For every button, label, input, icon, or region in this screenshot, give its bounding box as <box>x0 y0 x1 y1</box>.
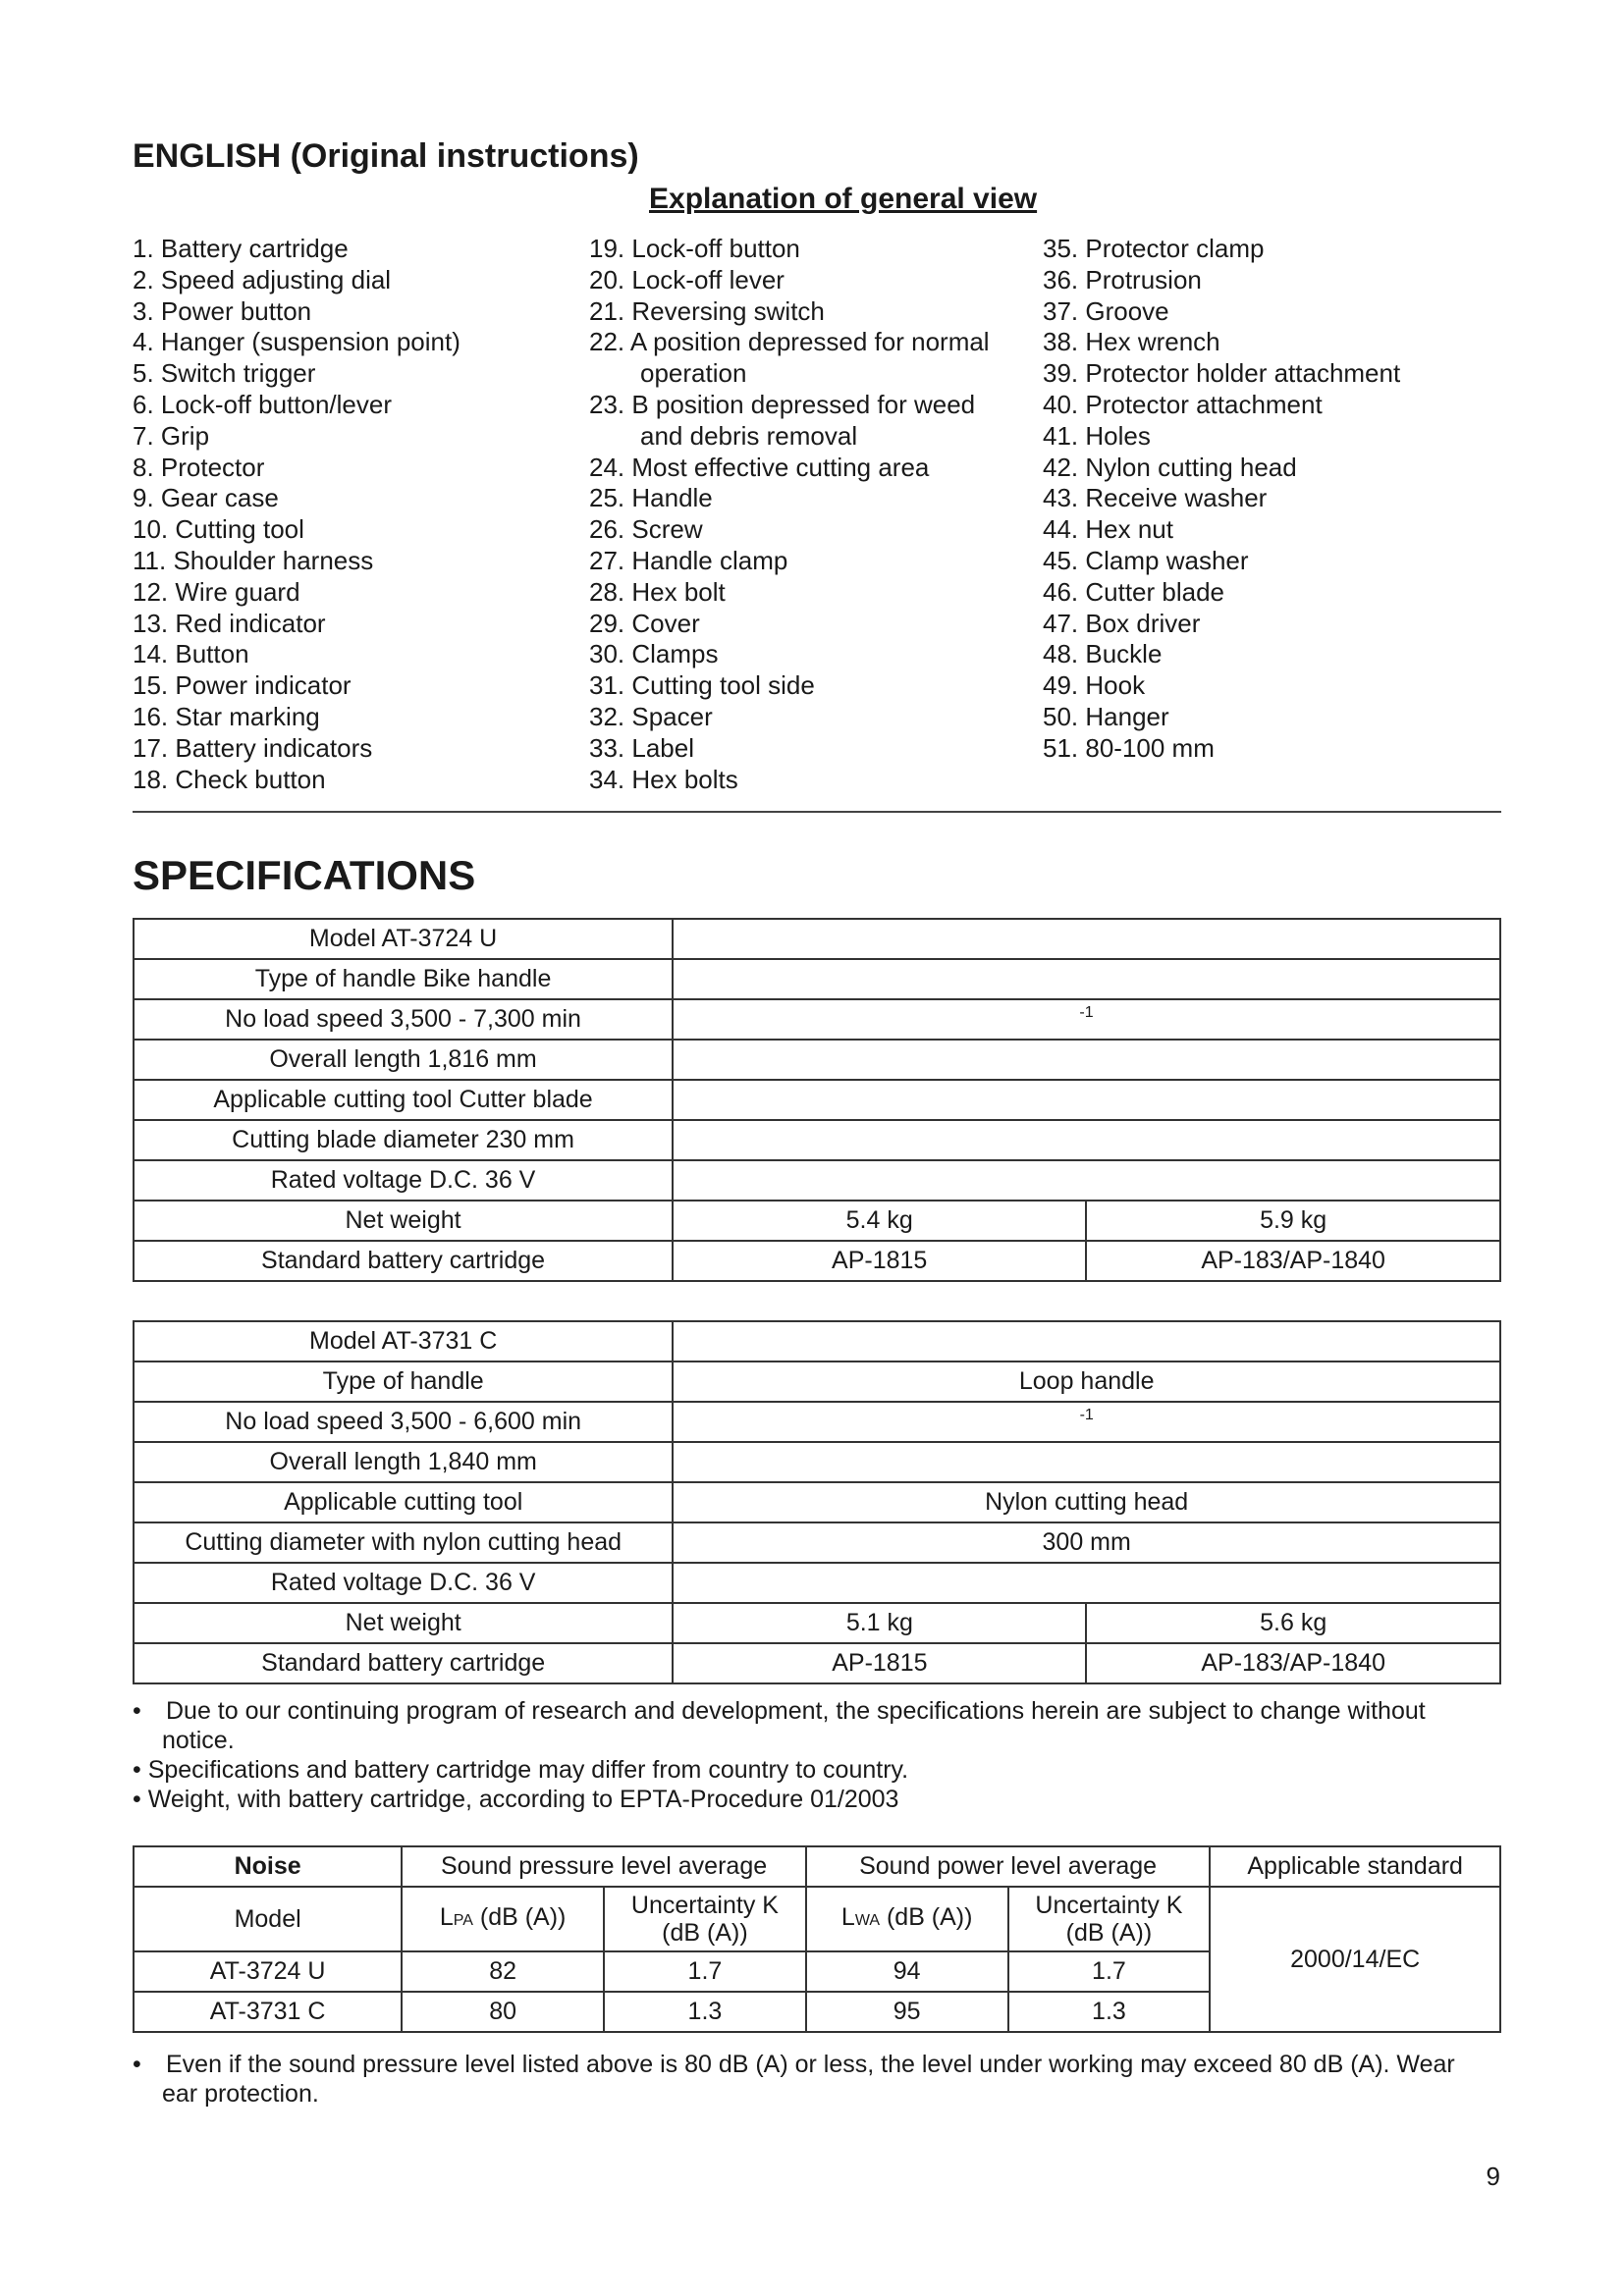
list-item: 34. Hex bolts <box>589 764 738 794</box>
list-item: 28. Hex bolt <box>589 576 726 607</box>
list-item: 9. Gear case <box>133 483 279 513</box>
noise-model: AT-3731 C <box>134 1992 402 2032</box>
uncertainty-unit: (dB (A)) <box>1065 1919 1153 1947</box>
section-heading: ENGLISH (Original instructions) <box>133 137 639 175</box>
list-item-continuation: operation <box>640 358 747 389</box>
list-item: 16. Star marking <box>133 701 320 731</box>
spec-battery-label: Standard battery cartridge <box>134 1241 673 1281</box>
spec-battery-b: AP-183/AP-1840 <box>1086 1241 1500 1281</box>
list-item: 47. Box driver <box>1043 608 1201 638</box>
spec-battery-b: AP-183/AP-1840 <box>1086 1643 1500 1683</box>
lwa-unit: (dB (A)) <box>880 1903 973 1931</box>
uncertainty-label: Uncertainty K <box>630 1892 779 1919</box>
list-item: 38. Hex wrench <box>1043 327 1220 357</box>
list-item: 3. Power button <box>133 295 312 326</box>
table-row <box>134 1120 1500 1160</box>
spec-weight-label: Net weight <box>134 1603 673 1643</box>
list-item: 11. Shoulder harness <box>133 545 374 575</box>
list-item: 32. Spacer <box>589 701 713 731</box>
list-item: 44. Hex nut <box>1043 514 1173 545</box>
speed-superscript: -1 <box>1079 1407 1094 1423</box>
list-item: 5. Switch trigger <box>133 358 316 389</box>
uncertainty-label: Uncertainty K <box>1035 1892 1183 1919</box>
table-row <box>134 1402 1500 1442</box>
list-item: 18. Check button <box>133 764 326 794</box>
parts-list-column-2 <box>589 234 990 795</box>
table-row <box>134 1321 1500 1362</box>
noise-k1: 1.7 <box>604 1951 806 1992</box>
spec-battery-a: AP-1815 <box>673 1241 1086 1281</box>
list-item: 22. A position depressed for normal <box>589 327 990 357</box>
list-item: 50. Hanger <box>1043 701 1169 731</box>
spec-diameter-label: Cutting diameter with nylon cutting head <box>134 1522 673 1563</box>
list-item: 8. Protector <box>133 452 265 482</box>
table-row <box>134 1563 1500 1603</box>
note-1-text: Due to our continuing program of research and development, the specifications herein are subject to change without <box>166 1697 1426 1725</box>
table-row <box>134 1482 1500 1522</box>
parts-list-column-3 <box>1043 234 1400 765</box>
spec-weight-a: 5.4 kg <box>673 1201 1086 1241</box>
table-row <box>134 959 1500 999</box>
empty-cell <box>673 1120 1500 1160</box>
list-item: 10. Cutting tool <box>133 514 304 545</box>
empty-cell <box>673 1160 1500 1201</box>
list-item: 41. Holes <box>1043 420 1151 451</box>
noise-lwa: 95 <box>806 1992 1008 2032</box>
list-item: 29. Cover <box>589 608 700 638</box>
list-item: 27. Handle clamp <box>589 545 788 575</box>
spec-weight-a: 5.1 kg <box>673 1603 1086 1643</box>
list-item: 46. Cutter blade <box>1043 576 1225 607</box>
spec-table-at3731c <box>133 1320 1501 1684</box>
list-item: 48. Buckle <box>1043 639 1163 669</box>
uncertainty-unit: (dB (A)) <box>662 1919 748 1947</box>
spec-voltage-cell: Rated voltage D.C. 36 V <box>134 1563 673 1603</box>
spec-handle-value: Loop handle <box>673 1362 1500 1402</box>
noise-lwa: 94 <box>806 1951 1008 1992</box>
list-item: 25. Handle <box>589 483 713 513</box>
list-item: 33. Label <box>589 732 694 763</box>
table-row <box>134 1522 1500 1563</box>
spec-model-cell: Model AT-3724 U <box>134 919 673 959</box>
list-item: 20. Lock-off lever <box>589 264 785 294</box>
list-item: 14. Button <box>133 639 249 669</box>
table-row <box>134 1201 1500 1241</box>
noise-header: Noise <box>134 1846 402 1887</box>
list-item: 21. Reversing switch <box>589 295 825 326</box>
table-row <box>134 1160 1500 1201</box>
divider <box>133 811 1501 813</box>
spec-voltage-cell: Rated voltage D.C. 36 V <box>134 1160 673 1201</box>
lpa-symbol: L <box>439 1903 454 1931</box>
note-2: • Specifications and battery cartridge may differ from country to country. <box>133 1756 909 1784</box>
lwa-header <box>806 1887 1008 1951</box>
note-3: • Weight, with battery cartridge, according to EPTA-Procedure 01/2003 <box>133 1786 899 1813</box>
subheading: Explanation of general view <box>649 183 1038 215</box>
list-item: 36. Protrusion <box>1043 264 1202 294</box>
table-row <box>134 1442 1500 1482</box>
list-item: 4. Hanger (suspension point) <box>133 327 460 357</box>
noise-model: AT-3724 U <box>134 1951 402 1992</box>
list-item: 49. Hook <box>1043 670 1146 701</box>
list-item: 43. Receive washer <box>1043 483 1268 513</box>
noise-lpa: 82 <box>402 1951 604 1992</box>
spec-handle-label: Type of handle <box>134 1362 673 1402</box>
list-item: 31. Cutting tool side <box>589 670 815 701</box>
list-item: 39. Protector holder attachment <box>1043 358 1401 389</box>
table-row <box>134 1846 1500 1887</box>
table-row <box>134 1643 1500 1683</box>
empty-cell <box>673 919 1500 959</box>
list-item: 37. Groove <box>1043 295 1169 326</box>
list-item: 45. Clamp washer <box>1043 545 1249 575</box>
noise-table <box>133 1845 1501 2033</box>
noise-k2: 1.7 <box>1008 1951 1211 1992</box>
spec-battery-a: AP-1815 <box>673 1643 1086 1683</box>
noise-k2: 1.3 <box>1008 1992 1211 2032</box>
list-item: 26. Screw <box>589 514 703 545</box>
noise-note-line <box>133 2050 1455 2079</box>
list-item: 19. Lock-off button <box>589 234 800 263</box>
list-item: 17. Battery indicators <box>133 732 373 763</box>
page-number: 9 <box>1486 2162 1500 2191</box>
bullet: • <box>133 1697 141 1725</box>
spec-notes <box>133 1696 1426 1814</box>
table-row <box>134 1080 1500 1120</box>
bullet: • <box>133 2051 141 2078</box>
spec-battery-label: Standard battery cartridge <box>134 1643 673 1683</box>
empty-cell <box>673 959 1500 999</box>
uncertainty-header-1 <box>604 1887 806 1951</box>
noise-note-continuation: ear protection. <box>162 2080 319 2108</box>
empty-cell <box>673 1040 1500 1080</box>
spec-tool-cell: Applicable cutting tool Cutter blade <box>134 1080 673 1120</box>
model-header: Model <box>134 1887 402 1951</box>
speed-unit-cell <box>673 1402 1500 1442</box>
spec-diameter-cell: Cutting blade diameter 230 mm <box>134 1120 673 1160</box>
list-item: 13. Red indicator <box>133 608 326 638</box>
list-item: 24. Most effective cutting area <box>589 452 930 482</box>
list-item: 6. Lock-off button/lever <box>133 389 393 419</box>
sound-pressure-header: Sound pressure level average <box>402 1846 806 1887</box>
table-row <box>134 1887 1500 1951</box>
lpa-header <box>402 1887 604 1951</box>
table-row <box>134 1241 1500 1281</box>
table-row <box>134 1603 1500 1643</box>
list-item: 35. Protector clamp <box>1043 234 1265 263</box>
speed-superscript: -1 <box>1079 1004 1094 1021</box>
list-item: 12. Wire guard <box>133 576 300 607</box>
spec-table-at3724u <box>133 918 1501 1282</box>
parts-list-column-1 <box>133 234 460 795</box>
standard-value: 2000/14/EC <box>1210 1887 1500 2032</box>
noise-lpa: 80 <box>402 1992 604 2032</box>
empty-cell <box>673 1321 1500 1362</box>
list-item: 40. Protector attachment <box>1043 389 1323 419</box>
specifications-title: SPECIFICATIONS <box>133 852 476 898</box>
list-item: 1. Battery cartridge <box>133 234 349 263</box>
standard-header: Applicable standard <box>1210 1846 1500 1887</box>
list-item: 51. 80-100 mm <box>1043 732 1215 763</box>
list-item-continuation: and debris removal <box>640 420 858 451</box>
table-row <box>134 999 1500 1040</box>
noise-note-text: Even if the sound pressure level listed above is 80 dB (A) or less, the level under working may exceed 80 dB (A). Wear <box>166 2051 1455 2078</box>
empty-cell <box>673 1563 1500 1603</box>
spec-handle-cell: Type of handle Bike handle <box>134 959 673 999</box>
noise-k1: 1.3 <box>604 1992 806 2032</box>
lpa-unit: (dB (A)) <box>472 1903 567 1931</box>
spec-speed-cell: No load speed 3,500 - 7,300 min <box>134 999 673 1040</box>
empty-cell <box>673 1442 1500 1482</box>
table-row <box>134 1040 1500 1080</box>
table-row <box>134 919 1500 959</box>
lwa-symbol: L <box>840 1903 855 1931</box>
spec-diameter-value: 300 mm <box>673 1522 1500 1563</box>
uncertainty-header-2 <box>1008 1887 1211 1951</box>
list-item: 15. Power indicator <box>133 670 352 701</box>
lwa-subscript: WA <box>854 1912 881 1929</box>
speed-unit-cell <box>673 999 1500 1040</box>
list-item: 2. Speed adjusting dial <box>133 264 392 294</box>
spec-weight-b: 5.9 kg <box>1086 1201 1500 1241</box>
spec-weight-label: Net weight <box>134 1201 673 1241</box>
noise-note <box>133 2050 1455 2109</box>
list-item: 30. Clamps <box>589 639 719 669</box>
note-1 <box>133 1696 1426 1726</box>
spec-speed-cell: No load speed 3,500 - 6,600 min <box>134 1402 673 1442</box>
spec-model-cell: Model AT-3731 C <box>134 1321 673 1362</box>
note-1-continuation: notice. <box>162 1727 235 1754</box>
spec-tool-label: Applicable cutting tool <box>134 1482 673 1522</box>
list-item: 7. Grip <box>133 420 210 451</box>
spec-weight-b: 5.6 kg <box>1086 1603 1500 1643</box>
list-item: 23. B position depressed for weed <box>589 389 976 419</box>
spec-length-cell: Overall length 1,840 mm <box>134 1442 673 1482</box>
sound-power-header: Sound power level average <box>806 1846 1210 1887</box>
list-item: 42. Nylon cutting head <box>1043 452 1297 482</box>
spec-length-cell: Overall length 1,816 mm <box>134 1040 673 1080</box>
table-row <box>134 1362 1500 1402</box>
empty-cell <box>673 1080 1500 1120</box>
lpa-subscript: PA <box>453 1912 473 1929</box>
spec-tool-value: Nylon cutting head <box>673 1482 1500 1522</box>
